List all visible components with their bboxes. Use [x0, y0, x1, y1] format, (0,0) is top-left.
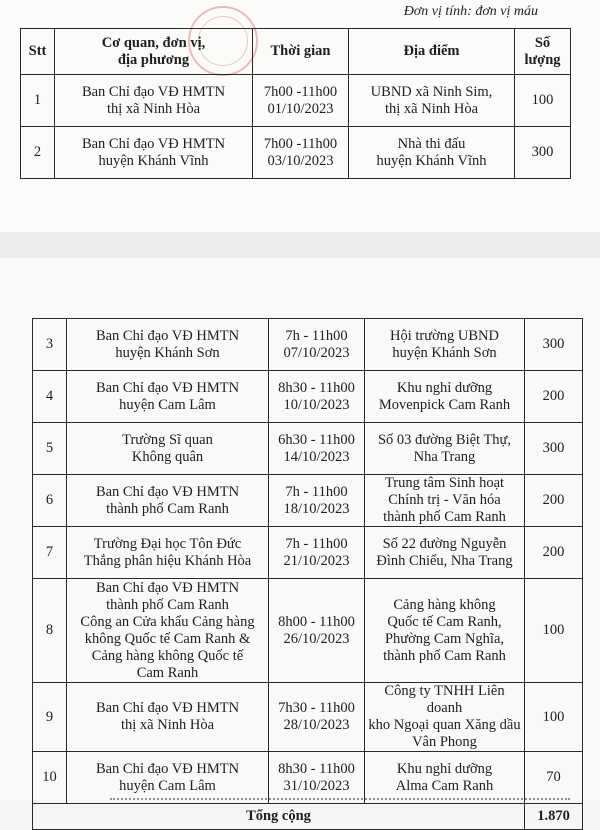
row-stt: 4 — [33, 371, 67, 423]
row-agency: Trường Đại học Tôn Đức Thắng phân hiệu Khánh Hòa — [67, 527, 269, 579]
row-quantity: 300 — [515, 127, 571, 179]
row-agency: Trường Sĩ quan Không quân — [67, 423, 269, 475]
total-label: Tổng cộng — [33, 804, 525, 830]
row-agency: Ban Chỉ đạo VĐ HMTN huyện Khánh Sơn — [67, 319, 269, 371]
row-place: Cảng hàng không Quốc tế Cam Ranh, Phường Cam Nghĩa, thành phố Cam Ranh — [365, 579, 525, 683]
row-place: Trung tâm Sinh hoạt Chính trị - Văn hóa thành phố Cam Ranh — [365, 475, 525, 527]
table-row — [33, 371, 583, 423]
header-stt: Stt — [21, 29, 55, 75]
schedule-table-part1 — [20, 28, 571, 179]
row-stt: 5 — [33, 423, 67, 475]
row-place: Khu nghỉ dưỡng Alma Cam Ranh — [365, 752, 525, 804]
total-row — [33, 804, 583, 830]
row-place: Công ty TNHH Liên doanh kho Ngoại quan Xăng dầu Vân Phong — [365, 683, 525, 752]
row-agency: Ban Chỉ đạo VĐ HMTN huyện Cam Lâm — [67, 752, 269, 804]
table-row — [33, 527, 583, 579]
row-place: Số 03 đường Biệt Thự, Nha Trang — [365, 423, 525, 475]
header-time: Thời gian — [253, 29, 349, 75]
row-agency: Ban Chỉ đạo VĐ HMTN thị xã Ninh Hòa — [67, 683, 269, 752]
page-break — [0, 232, 600, 258]
row-stt: 9 — [33, 683, 67, 752]
row-quantity: 200 — [525, 371, 583, 423]
table-row — [33, 319, 583, 371]
row-quantity: 300 — [525, 319, 583, 371]
table-row — [21, 75, 571, 127]
row-stt: 3 — [33, 319, 67, 371]
row-agency: Ban Chỉ đạo VĐ HMTN huyện Cam Lâm — [67, 371, 269, 423]
row-time: 7h - 11h00 18/10/2023 — [269, 475, 365, 527]
row-stt: 8 — [33, 579, 67, 683]
row-time: 7h30 - 11h00 28/10/2023 — [269, 683, 365, 752]
cut-off-text-line — [110, 795, 570, 801]
table-row — [33, 683, 583, 752]
row-quantity: 100 — [515, 75, 571, 127]
row-time: 8h30 - 11h00 10/10/2023 — [269, 371, 365, 423]
page-top — [0, 0, 600, 232]
row-agency: Ban Chỉ đạo VĐ HMTN thị xã Ninh Hòa — [55, 75, 253, 127]
table-row — [33, 475, 583, 527]
row-place: UBND xã Ninh Sim, thị xã Ninh Hòa — [349, 75, 515, 127]
table-header-row — [21, 29, 571, 75]
unit-note: Đơn vị tính: đơn vị máu — [403, 4, 538, 19]
table-row — [33, 423, 583, 475]
row-place: Khu nghỉ dưỡng Movenpick Cam Ranh — [365, 371, 525, 423]
row-time: 7h00 -11h00 01/10/2023 — [253, 75, 349, 127]
table-row — [33, 579, 583, 683]
row-quantity: 100 — [525, 579, 583, 683]
row-quantity: 70 — [525, 752, 583, 804]
header-quantity: Số lượng — [515, 29, 571, 75]
row-time: 7h - 11h00 21/10/2023 — [269, 527, 365, 579]
total-value: 1.870 — [525, 804, 583, 830]
header-place: Địa điểm — [349, 29, 515, 75]
row-stt: 2 — [21, 127, 55, 179]
row-time: 7h - 11h00 07/10/2023 — [269, 319, 365, 371]
row-place: Nhà thi đấu huyện Khánh Vĩnh — [349, 127, 515, 179]
row-quantity: 200 — [525, 527, 583, 579]
row-time: 8h30 - 11h00 31/10/2023 — [269, 752, 365, 804]
row-stt: 10 — [33, 752, 67, 804]
page-bottom — [0, 258, 600, 824]
row-stt: 7 — [33, 527, 67, 579]
header-agency: Cơ quan, đơn vị, địa phương — [55, 29, 253, 75]
row-agency: Ban Chỉ đạo VĐ HMTN thành phố Cam Ranh Công an Cửa khẩu Cảng hàng không Quốc tế Cam Ranh & Cảng hàng không Quốc tế Cam Ranh — [67, 579, 269, 683]
schedule-table-part2 — [32, 318, 583, 830]
row-quantity: 300 — [525, 423, 583, 475]
table-row — [21, 127, 571, 179]
row-time: 7h00 -11h00 03/10/2023 — [253, 127, 349, 179]
row-stt: 6 — [33, 475, 67, 527]
row-time: 8h00 - 11h00 26/10/2023 — [269, 579, 365, 683]
row-place: Số 22 đường Nguyễn Đình Chiểu, Nha Trang — [365, 527, 525, 579]
row-time: 6h30 - 11h00 14/10/2023 — [269, 423, 365, 475]
row-quantity: 200 — [525, 475, 583, 527]
row-agency: Ban Chỉ đạo VĐ HMTN huyện Khánh Vĩnh — [55, 127, 253, 179]
row-agency: Ban Chỉ đạo VĐ HMTN thành phố Cam Ranh — [67, 475, 269, 527]
row-stt: 1 — [21, 75, 55, 127]
row-quantity: 100 — [525, 683, 583, 752]
row-place: Hội trường UBND huyện Khánh Sơn — [365, 319, 525, 371]
